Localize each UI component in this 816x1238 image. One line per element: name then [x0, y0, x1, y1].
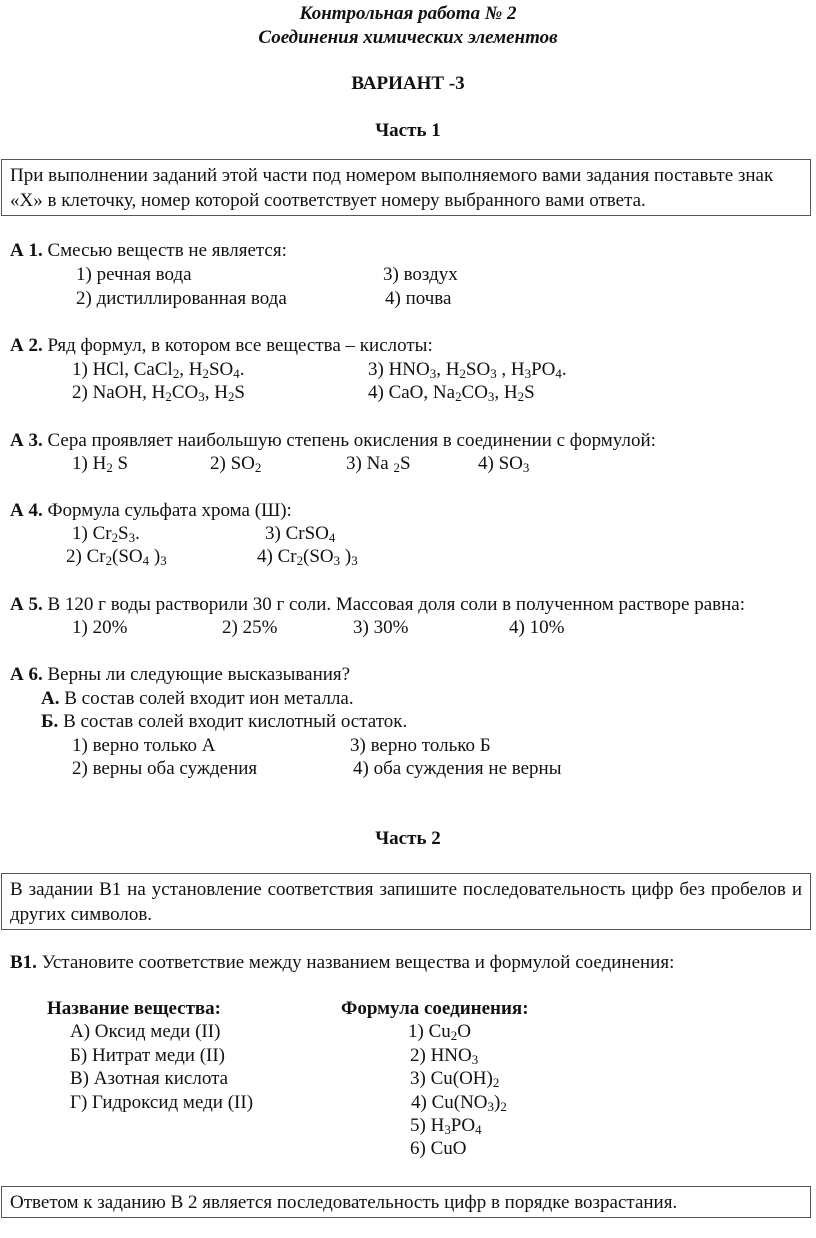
part1-heading: Часть 1 [375, 120, 441, 141]
question-b1 [10, 952, 674, 974]
subscript: 4 [233, 366, 240, 382]
subscript: 2 [492, 1075, 500, 1091]
statement-label: А. [41, 688, 60, 709]
a5-option-2[interactable]: 2) 25% [222, 617, 278, 638]
a4-option-3[interactable]: 3) CrSO$_4$ [265, 523, 336, 546]
part2-heading: Часть 2 [375, 828, 441, 849]
subscript: 3 [444, 1122, 451, 1138]
question-a4 [10, 500, 292, 522]
subscript: 2 [106, 460, 113, 476]
document-subtitle: Соединения химических элементов [258, 27, 558, 48]
subscript: 2 [517, 389, 525, 405]
a2-option-2[interactable]: 2) NaOH, $H_2CO_3$, $H_2S$ [72, 382, 245, 405]
subscript: 2 [450, 1028, 458, 1044]
substance-name-g: Г) Гидроксид меди (II) [70, 1092, 254, 1113]
question-label: А 6. [10, 664, 43, 685]
a5-option-3[interactable]: 3) 30% [353, 617, 409, 638]
formula-option-3: 3) $Cu(OH)_2$ [410, 1068, 500, 1091]
a6-statement-b [41, 711, 407, 733]
question-label: А 1. [10, 240, 43, 261]
formula-option-4: 4) $Cu(NO_3)_2$ [411, 1092, 507, 1115]
subscript: 3 [471, 1052, 479, 1068]
a3-option-1[interactable]: 1) $H_2$ S [72, 453, 129, 476]
a6-statement-a [41, 688, 354, 710]
subscript: 2 [500, 1099, 507, 1115]
subscript: 2 [105, 553, 113, 569]
question-label: А 4. [10, 500, 43, 521]
subscript: 3 [429, 366, 437, 382]
a5-option-4[interactable]: 4) 10% [509, 617, 565, 638]
part2-instruction-text: В задании В1 на установление соответствия запишите последовательность цифр без пробелов и других символов. [10, 879, 802, 925]
subscript: 2 [227, 389, 235, 405]
a6-option-2[interactable]: 2) верны оба суждения [72, 758, 258, 779]
a4-option-1[interactable]: 1) $Cr_2S_3$. [72, 523, 140, 546]
formula-option-1: 1) $Cu_2O$ [408, 1021, 471, 1044]
question-text: В 120 г воды растворили 30 г соли. Массовая доля соли в полученном растворе равна: [42, 594, 746, 615]
subscript: 2 [393, 460, 400, 476]
formula-option-6: 6) CuO [410, 1138, 467, 1159]
subscript: 3 [198, 389, 205, 405]
a1-option-2[interactable]: 2) дистиллированная вода [76, 288, 287, 309]
question-label: А 3. [10, 430, 43, 451]
substance-name-a: А) Оксид меди (II) [70, 1021, 221, 1042]
substance-name-b: Б) Нитрат меди (II) [70, 1045, 226, 1066]
subscript: 3 [487, 1099, 494, 1115]
footer-note-box [1, 1186, 811, 1218]
question-text: Формула сульфата хрома (Ш): [42, 500, 292, 521]
question-text: Ряд формул, в котором все вещества – кислоты: [42, 335, 433, 356]
subscript: 4 [328, 530, 336, 546]
a1-option-1[interactable]: 1) речная вода [76, 264, 192, 285]
a4-option-2[interactable]: 2) $Cr_2(SO_4$ )$_3$ [66, 546, 167, 569]
document-title: Контрольная работа № 2 [299, 3, 517, 24]
subscript: 4 [555, 366, 562, 382]
a3-option-3[interactable]: 3) Na $_2$S [346, 453, 411, 476]
question-a5 [10, 594, 745, 616]
part2-instruction-box [1, 873, 811, 930]
a5-option-1[interactable]: 1) 20% [72, 617, 128, 638]
subscript: 3 [522, 460, 530, 476]
part1-instruction-text: При выполнении заданий этой части под номером выполняемого вами задания поставьте знак «Х» в клеточку, номер которой соответствует номеру выбранного вами ответа. [10, 165, 774, 211]
subscript: 2 [296, 553, 304, 569]
a6-option-4[interactable]: 4) оба суждения не верны [353, 758, 562, 779]
subscript: 2 [165, 389, 172, 405]
question-a3 [10, 430, 656, 452]
a3-option-2[interactable]: 2) $SO_2$ [210, 453, 262, 476]
question-a1 [10, 240, 287, 262]
subscript: 4 [142, 553, 150, 569]
a6-option-3[interactable]: 3) верно только Б [350, 735, 491, 756]
statement-text: В состав солей входит кислотный остаток. [58, 711, 408, 732]
subscript: 4 [475, 1122, 482, 1138]
question-text: Верны ли следующие высказывания? [42, 664, 351, 685]
a1-option-4[interactable]: 4) почва [385, 288, 452, 309]
subscript: 3 [333, 553, 341, 569]
formula-option-2: 2) $HNO_3$ [410, 1045, 479, 1068]
a3-option-4[interactable]: 4) $SO_3$ [478, 453, 530, 476]
subscript: 2 [172, 366, 180, 382]
question-a2 [10, 335, 433, 357]
subscript: 2 [459, 366, 466, 382]
subscript: 2 [254, 460, 262, 476]
statement-label: Б. [41, 711, 59, 732]
question-text: Сера проявляет наибольшую степень окисления в соединении с формулой: [42, 430, 656, 451]
question-text: Установите соответствие между названием вещества и формулой соединения: [36, 952, 675, 973]
formulas-column-header: Формула соединения: [341, 998, 529, 1019]
footer-note-text: Ответом к заданию В 2 является последовательность цифр в порядке возрастания. [10, 1192, 678, 1213]
subscript: 3 [160, 553, 167, 569]
names-column-header: Название вещества: [47, 998, 222, 1019]
a4-option-4[interactable]: 4) $Cr_2(SO_3$ )$_3$ [257, 546, 358, 569]
subscript: 3 [128, 530, 136, 546]
part1-instruction-box [1, 159, 811, 216]
subscript: 3 [487, 389, 495, 405]
formula-option-5: 5) $H_3PO_4$ [410, 1115, 482, 1138]
variant-heading: ВАРИАНТ -3 [351, 73, 465, 94]
question-label: А 5. [10, 594, 43, 615]
statement-text: В состав солей входит ион металла. [59, 688, 354, 709]
a2-option-4[interactable]: 4) CaO, $Na_2CO_3$, $H_2S$ [368, 382, 535, 405]
a6-option-1[interactable]: 1) верно только А [72, 735, 216, 756]
substance-name-v: В) Азотная кислота [70, 1068, 229, 1089]
question-label: В1. [10, 952, 37, 973]
a2-option-3[interactable]: 3) $HNO_3$, $H_2SO_3$ , $H_3PO_4$. [368, 359, 567, 382]
a2-option-1[interactable]: 1) HCl, CaCl$_2$, $H_2SO_4$. [72, 359, 245, 382]
subscript: 3 [490, 366, 497, 382]
subscript: 2 [202, 366, 209, 382]
a1-option-3[interactable]: 3) воздух [383, 264, 458, 285]
subscript: 3 [524, 366, 532, 382]
question-a6 [10, 664, 350, 686]
subscript: 2 [455, 389, 462, 405]
subscript: 3 [351, 553, 358, 569]
question-label: А 2. [10, 335, 43, 356]
question-text: Смесью веществ не является: [42, 240, 287, 261]
subscript: 2 [111, 530, 119, 546]
